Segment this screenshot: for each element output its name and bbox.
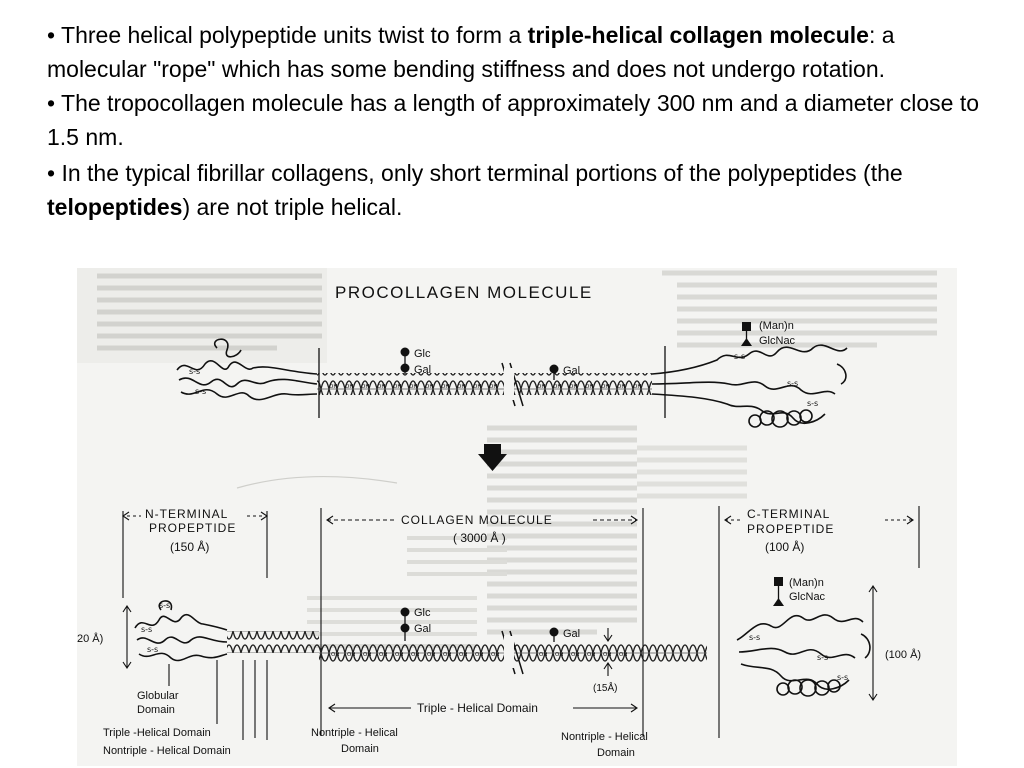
ss-bond-label: s-s: [189, 367, 201, 376]
oh-mark: OH: [395, 652, 404, 658]
globular-domain-label: Globular: [137, 690, 179, 702]
oh-mark: OH: [569, 384, 578, 390]
oh-mark: OH: [585, 384, 594, 390]
bullet-3-tail: ) are not triple helical.: [182, 194, 403, 220]
oh-mark: OH: [475, 652, 484, 658]
c-terminal-dimension: [719, 506, 922, 738]
conversion-arrow: [478, 444, 507, 471]
oh-mark: OH: [361, 384, 370, 390]
bullet-1: [47, 18, 997, 86]
oh-mark: OH: [443, 652, 452, 658]
ss-bond-label: s-s: [837, 673, 849, 682]
background-ghost-text: [77, 268, 937, 646]
procollagen-diagram: [77, 268, 957, 766]
nontriple-helical-right-label: Nontriple - Helical: [561, 731, 648, 743]
oh-mark: OH: [619, 652, 628, 658]
oh-mark: OH: [329, 384, 338, 390]
glycosylation-glc-gal-bottom: [401, 607, 581, 642]
oh-mark: OH: [459, 652, 468, 658]
oh-mark: OH: [441, 384, 450, 390]
n-terminal-subtitle: PROPEPTIDE: [149, 521, 237, 535]
oh-mark: OH: [379, 652, 388, 658]
c-terminal-length: (100 Å): [765, 540, 805, 554]
glcnac-label: GlcNac: [789, 591, 826, 603]
ss-bond-label: s-s: [807, 399, 819, 408]
oh-mark: OH: [587, 652, 596, 658]
oh-mark: OH: [409, 384, 418, 390]
oh-mark: OH: [555, 652, 564, 658]
bullet-2-text: • The tropocollagen molecule has a length of approximately 300 nm and a diameter close to 1.5 nm.: [47, 90, 980, 150]
c-terminal-subtitle: PROPEPTIDE: [747, 522, 835, 536]
ss-bond-label: s-s: [195, 387, 207, 396]
ss-bond-label: s-s: [147, 645, 159, 654]
gal-label: Gal: [563, 365, 581, 377]
oh-mark: OH: [571, 652, 580, 658]
oh-mark: OH: [393, 384, 402, 390]
oh-mark: OH: [603, 652, 612, 658]
bullet-3-text: • In the typical fibrillar collagens, only short terminal portions of the polypeptides (the: [47, 160, 903, 186]
nontriple-helical-domain-n-label: Nontriple - Helical Domain: [103, 745, 231, 757]
nontriple-helical-left-label: Domain: [341, 743, 379, 755]
man-label: (Man)n: [789, 577, 824, 589]
oh-mark: OH: [617, 384, 626, 390]
oh-mark: OH: [363, 652, 372, 658]
ss-bond-label: s-s: [141, 625, 153, 634]
dim-100-label: (100 Å): [885, 649, 922, 661]
ss-bond-label: s-s: [734, 352, 746, 361]
ss-bond-label: s-s: [787, 379, 799, 388]
oh-mark: OH: [331, 652, 340, 658]
nontriple-helical-right-label: Domain: [597, 747, 635, 759]
glc-label: Glc: [414, 607, 431, 619]
dim-20-label: 20 Å): [77, 633, 104, 645]
c-globule-height-marker: [869, 586, 877, 700]
ss-bond-label: s-s: [159, 601, 171, 610]
n-telopeptide-helix: [227, 631, 319, 653]
triple-helical-domain-label: Triple - Helical Domain: [417, 701, 538, 715]
oh-mark: OH: [347, 652, 356, 658]
ss-bond-label: s-s: [749, 633, 761, 642]
bullet-3-bold: telopeptides: [47, 194, 183, 220]
oh-mark: OH: [427, 652, 436, 658]
globular-domain-label: Domain: [137, 704, 175, 716]
gal-label: Gal: [563, 628, 581, 640]
c-propeptide-globule-top: [652, 345, 847, 427]
gal-label: Gal: [414, 364, 432, 376]
oh-mark: OH: [473, 384, 482, 390]
bullet-1-tail: : a molecular "rope" which has some bending stiffness and does not undergo rotation.: [47, 22, 895, 82]
procollagen-figure: [77, 268, 957, 766]
mannose-glcnac-bottom: [773, 577, 826, 606]
oh-mark: OH: [601, 384, 610, 390]
oh-mark: OH: [489, 384, 498, 390]
oh-mark: OH: [425, 384, 434, 390]
glcnac-label: GlcNac: [759, 335, 796, 347]
dim-15-label: (15Å): [593, 683, 618, 694]
oh-mark: OH: [553, 384, 562, 390]
c-telopeptide-helix: [647, 641, 707, 663]
oh-mark: OH: [491, 652, 500, 658]
oh-mark: OH: [411, 652, 420, 658]
collagen-molecule-title: COLLAGEN MOLECULE: [401, 513, 553, 527]
oh-mark: OH: [633, 384, 642, 390]
oh-mark: OH: [539, 652, 548, 658]
c-propeptide-globule-bottom: [737, 615, 870, 696]
ss-bond-label: s-s: [817, 653, 829, 662]
triple-helical-domain-n-label: Triple -Helical Domain: [103, 727, 211, 739]
nontriple-helical-left-label: Nontriple - Helical: [311, 727, 398, 739]
bullet-1-bold: triple-helical collagen molecule: [527, 22, 869, 48]
procollagen-title: PROCOLLAGEN MOLECULE: [335, 283, 593, 302]
glc-label: Glc: [414, 348, 431, 360]
slide-text: [47, 18, 997, 224]
oh-mark: OH: [345, 384, 354, 390]
c-terminal-title: C-TERMINAL: [747, 507, 831, 521]
oh-mark: OH: [377, 384, 386, 390]
oh-mark: OH: [457, 384, 466, 390]
bullet-2: [47, 86, 997, 154]
n-globule-height-marker: [123, 606, 131, 668]
oh-mark: OH: [537, 384, 546, 390]
n-terminal-title: N-TERMINAL: [145, 507, 229, 521]
collagen-molecule-length: ( 3000 Å ): [453, 531, 506, 545]
n-terminal-length: (150 Å): [170, 540, 210, 554]
bullet-1-text: • Three helical polypeptide units twist to form a: [47, 22, 528, 48]
bullet-3: [47, 156, 997, 224]
gal-label: Gal: [414, 623, 432, 635]
man-label: (Man)n: [759, 320, 794, 332]
